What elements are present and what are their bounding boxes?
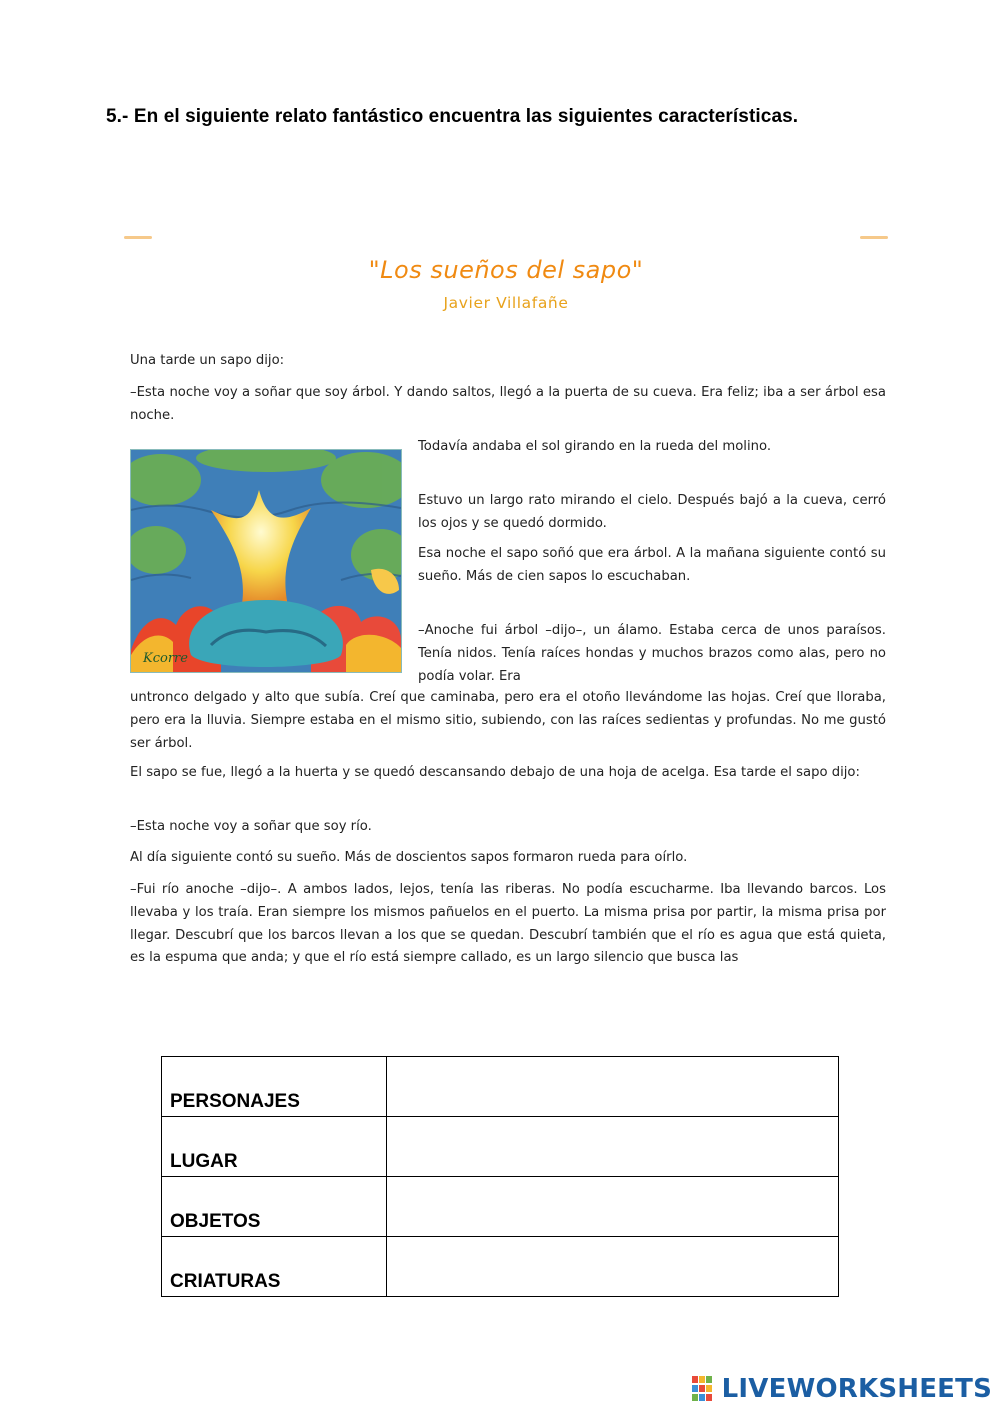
tree-frog-illustration-icon — [131, 450, 401, 672]
story-paragraph: Una tarde un sapo dijo: — [130, 353, 285, 368]
story-paragraph: –Anoche fui árbol –dijo–, un álamo. Estaba cerca de unos paraísos. Tenía nidos. Tenía raíces hondas y muchos brazos como alas, pero no podía volar. Era — [418, 623, 886, 684]
answer-field-lugar[interactable] — [387, 1117, 839, 1177]
story-title: "Los sueños del sapo" — [368, 256, 644, 284]
table-row — [162, 1177, 839, 1237]
illustration-signature: Kcorre — [143, 651, 188, 666]
answer-field-objetos[interactable] — [387, 1177, 839, 1237]
story-paragraph: Todavía andaba el sol girando en la rueda del molino. — [418, 439, 772, 454]
story-image-panel — [122, 232, 890, 992]
story-paragraph: –Esta noche voy a soñar que soy río. — [130, 819, 372, 834]
row-label-personajes: PERSONAJES — [162, 1057, 387, 1117]
story-paragraph: untronco delgado y alto que subía. Creí que caminaba, pero era el otoño llevándome las hojas. Creí que lloraba, pero era la lluvia. Siempre estaba en el mismo sitio, subiendo, con las raíces sedientas y profundas. No me gustó ser árbol. — [130, 690, 886, 751]
decorative-line — [124, 236, 152, 239]
story-paragraph: Al día siguiente contó su sueño. Más de doscientos sapos formaron rueda para oírlo. — [130, 850, 688, 865]
table-row — [162, 1057, 839, 1117]
characteristics-table — [161, 1056, 839, 1297]
answer-field-personajes[interactable] — [387, 1057, 839, 1117]
instruction-heading: 5.- En el siguiente relato fantástico encuentra las siguientes características. — [106, 106, 799, 127]
liveworksheets-logo-icon — [692, 1374, 718, 1404]
table-row — [162, 1237, 839, 1297]
story-paragraph: Estuvo un largo rato mirando el cielo. Después bajó a la cueva, cerró los ojos y se quedó dormido. — [418, 493, 886, 531]
answer-field-criaturas[interactable] — [387, 1237, 839, 1297]
row-label-criaturas: CRIATURAS — [162, 1237, 387, 1297]
row-label-objetos: OBJETOS — [162, 1177, 387, 1237]
story-author: Javier Villafañe — [443, 294, 569, 312]
row-label-lugar: LUGAR — [162, 1117, 387, 1177]
table-row — [162, 1117, 839, 1177]
story-paragraph: –Esta noche voy a soñar que soy árbol. Y dando saltos, llegó a la puerta de su cueva. Era feliz; iba a ser árbol esa noche. — [130, 385, 886, 423]
story-paragraph: Esa noche el sapo soñó que era árbol. A la mañana siguiente contó su sueño. Más de cien sapos lo escuchaban. — [418, 546, 886, 584]
story-paragraph: –Fui río anoche –dijo–. A ambos lados, lejos, tenía las riberas. No podía escucharme. Iba llevando barcos. Los llevaba y los traía. Eran siempre los mismos pañuelos en el puerto. La misma prisa por partir, la misma prisa por llegar. Descubrí que los barcos llevan a los que se quedan. Descubrí también que el río es agua que está quieta, es la espuma que anda; y que el río está siempre callado, es un largo silencio que busca las — [130, 882, 886, 966]
decorative-line — [860, 236, 888, 239]
brand-name: LIVEWORKSHEETS — [721, 1374, 992, 1404]
liveworksheets-logo[interactable] — [692, 1369, 992, 1409]
story-paragraph: El sapo se fue, llegó a la huerta y se quedó descansando debajo de una hoja de acelga. Esa tarde el sapo dijo: — [130, 765, 860, 780]
tree-illustration — [130, 449, 402, 673]
